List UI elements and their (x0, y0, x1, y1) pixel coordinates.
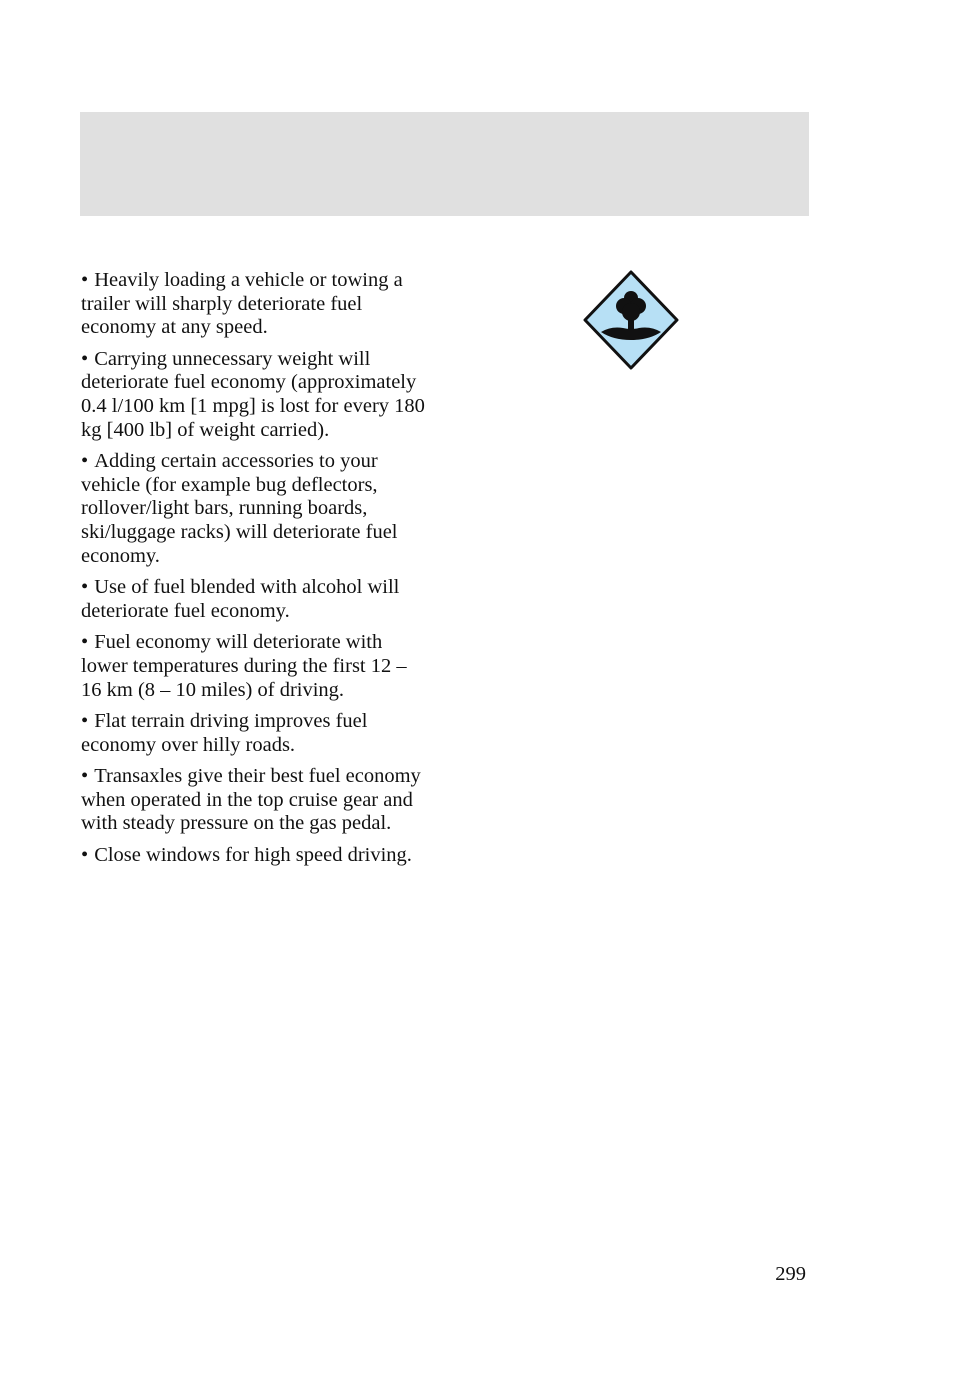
list-item (81, 765, 431, 836)
list-item (81, 269, 431, 340)
bullet-list (81, 269, 431, 876)
list-item (81, 844, 431, 868)
bullet-glyph: • (81, 631, 89, 654)
list-item (81, 348, 431, 442)
bullet-glyph: • (81, 576, 89, 599)
list-item (81, 576, 431, 623)
environment-tree-icon (583, 270, 679, 370)
bullet-text: Carrying unnecessary weight will deteriorate fuel economy (approximately 0.4 l/100 km [1 mpg] is lost for every 180 kg [400 lb] of weight carried). (81, 347, 425, 441)
bullet-text: Heavily loading a vehicle or towing a trailer will sharply deteriorate fuel economy at any speed. (81, 269, 403, 339)
bullet-glyph: • (81, 347, 89, 370)
bullet-glyph: • (81, 269, 89, 291)
bullet-glyph: • (81, 710, 89, 733)
bullet-glyph: • (81, 765, 89, 788)
list-item (81, 631, 431, 702)
bullet-glyph: • (81, 450, 89, 473)
bullet-text: Transaxles give their best fuel economy when operated in the top cruise gear and with steady pressure on the gas pedal. (81, 765, 421, 835)
bullet-text: Adding certain accessories to your vehicle (for example bug deflectors, rollover/light bars, running boards, ski/luggage racks) will deteriorate fuel economy. (81, 450, 398, 567)
bullet-glyph: • (81, 844, 89, 867)
bullet-text: Use of fuel blended with alcohol will deteriorate fuel economy. (81, 576, 400, 622)
list-item (81, 450, 431, 568)
list-item (81, 710, 431, 757)
bullet-text: Close windows for high speed driving. (94, 844, 412, 867)
page-number: 299 (775, 1263, 806, 1285)
header-band (80, 112, 809, 216)
bullet-text: Fuel economy will deteriorate with lower temperatures during the first 12 – 16 km (8 – 10 miles) of driving. (81, 631, 407, 701)
bullet-text: Flat terrain driving improves fuel economy over hilly roads. (81, 710, 368, 756)
